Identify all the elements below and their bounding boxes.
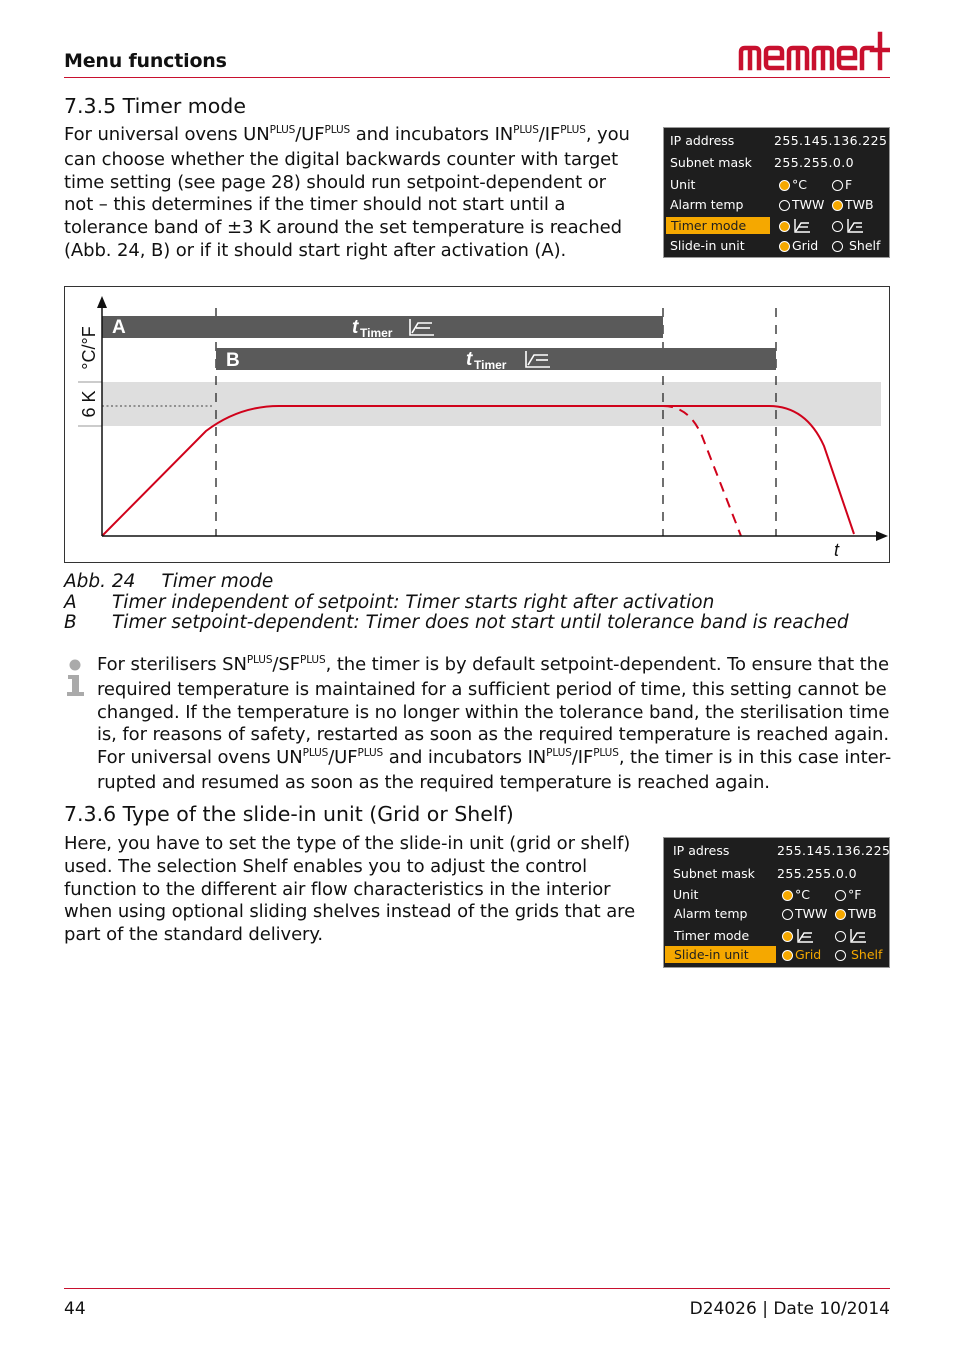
panel2-row-subnet-mask[interactable]: Subnet mask 255.255.0.0 [673, 866, 857, 881]
panel-row-subnet-mask[interactable]: Subnet mask 255.255.0.0 [670, 155, 854, 170]
caption-b-key: B [64, 612, 77, 633]
timer-independent-icon [797, 929, 813, 943]
panel2-row-timer-mode[interactable]: Timer mode [664, 926, 889, 946]
caption-b-text: Timer setpoint-dependent: Timer does not start until tolerance band is reached [112, 612, 849, 633]
radio-timer-independent[interactable] [779, 221, 790, 232]
y-axis-label: °C/°F [79, 326, 99, 370]
panel2-row-slide-in-unit[interactable]: Slide-in unit Grid Shelf [664, 945, 889, 965]
panel-row-alarm-temp[interactable]: Alarm temp TWW TWB [670, 197, 874, 212]
panel2-row-unit[interactable]: Unit °C °F [673, 887, 862, 902]
timer-independent-icon [794, 219, 810, 233]
tolerance-band [102, 382, 881, 426]
radio2-timer-independent[interactable] [782, 931, 793, 942]
panel2-row-alarm-temp[interactable]: Alarm temp TWW TWB [674, 906, 877, 921]
radio2-celsius[interactable] [782, 890, 793, 901]
panel-row-ip-address[interactable]: IP address 255.145.136.225 [670, 133, 888, 148]
panel-row-unit[interactable]: Unit °C F [670, 177, 853, 192]
bar-a-label: A [112, 317, 126, 338]
radio-fahrenheit[interactable] [832, 180, 843, 191]
timer-a-t: t [352, 317, 359, 338]
panel2-row-ip-address[interactable]: IP adress 255.145.136.225 [673, 843, 891, 858]
radio-celsius[interactable] [779, 180, 790, 191]
band-label: 6 K [79, 390, 99, 418]
caption-a-key: A [64, 592, 77, 613]
radio2-tww[interactable] [782, 909, 793, 920]
header-rule [64, 77, 890, 78]
caption-a-text: Timer independent of setpoint: Timer starts right after activation [112, 592, 715, 613]
heading-slide-in-unit: 7.3.6 Type of the slide-in unit (Grid or Shelf) [64, 802, 514, 826]
controller-settings-panel-slide-in [663, 837, 890, 968]
panel-row-timer-mode[interactable]: Timer mode [664, 216, 889, 236]
radio2-fahrenheit[interactable] [835, 890, 846, 901]
radio-timer-dependent[interactable] [832, 221, 843, 232]
timer-mode-paragraph: For universal ovens $UN^{PLUS}/UF^{PLUS}$ and incubators $IN^{PLUS}/IF^{PLUS}$, you can choose whether the digital backwards counter with target time setting (see page 28) should run setpoint-dependent or not – this determines if the timer should not start until a tolerance band of ±3 K around the set temperature is reached (Abb. 24, B) or if it should start right after activation (A). [64, 124, 630, 261]
radio2-twb[interactable] [835, 909, 846, 920]
heading-timer-mode: 7.3.5 Timer mode [64, 94, 246, 118]
page-section-title: Menu functions [64, 50, 227, 72]
timer-dependent-icon [847, 219, 863, 233]
figure-caption-title: Abb. 24 Timer mode [64, 571, 274, 592]
x-axis-label: t [834, 540, 840, 560]
controller-settings-panel-timer [663, 127, 890, 258]
memmert-logo [738, 30, 890, 72]
timer-dependent-icon [850, 929, 866, 943]
slide-in-unit-paragraph: Here, you have to set the type of the slide-in unit (grid or shelf) used. The selection Shelf enables you to adjust the control function to the different air flow characteristics in the interior when using optional sliding shelves instead of the grids that are part of the standard delivery. [64, 833, 636, 946]
radio2-timer-dependent[interactable] [835, 931, 846, 942]
radio-tww[interactable] [779, 200, 790, 211]
radio-shelf[interactable] [832, 241, 843, 252]
document-id-date: D24026 | Date 10/2014 [689, 1299, 890, 1319]
radio-twb[interactable] [832, 200, 843, 211]
panel-row-slide-in-unit[interactable]: Slide-in unit Grid Shelf [670, 238, 881, 253]
timer-b-t: t [466, 349, 473, 370]
timer-mode-diagram [64, 286, 890, 563]
radio-grid[interactable] [779, 241, 790, 252]
timer-b-sub: Timer [474, 358, 507, 372]
page-number: 44 [64, 1299, 86, 1319]
radio2-grid[interactable] [782, 950, 793, 961]
info-icon [64, 658, 88, 698]
info-note: For sterilisers $SN^{PLUS}/SF^{PLUS}$, the timer is by default setpoint-dependent. To ensure that the required temperature is maintained for a sufficient period of time, this setting cannot be changed. If the temperature is no longer within the tolerance band, the sterilisation time is, for reasons of safety, restarted as soon as the required temperature is reached again. For universal ovens $UN^{PLUS}/UF^{PLUS}$ and incubators $IN^{PLUS}/IF^{PLUS}$, the timer is in this case inter- rupted and resumed as soon as the required temperature is reached again. [97, 654, 892, 793]
radio2-shelf[interactable] [835, 950, 846, 961]
footer-rule [64, 1288, 890, 1289]
timer-a-sub: Timer [360, 326, 393, 340]
bar-b-label: B [226, 350, 240, 371]
